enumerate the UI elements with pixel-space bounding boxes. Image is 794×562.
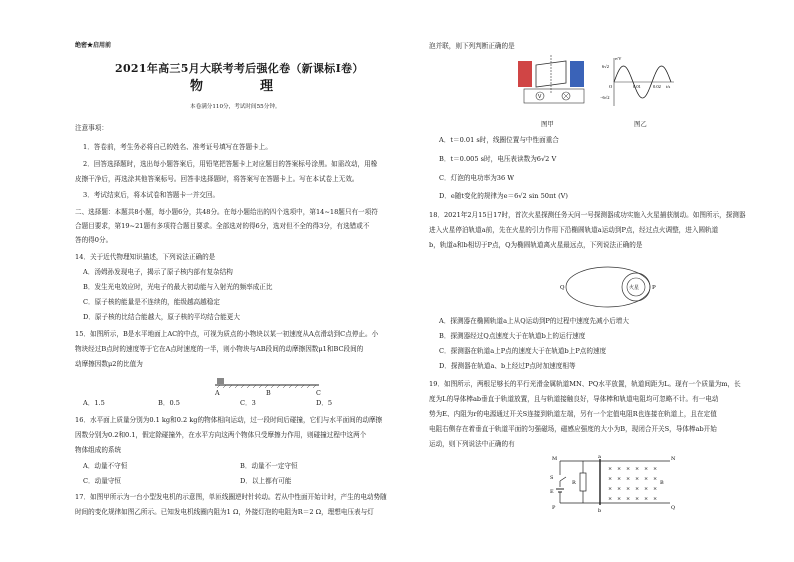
q19-stem: 19．如图所示，两根足够长的平行光滑金属轨道MN、PQ水平放置，轨道间距为L。现有一个质量为m，长 [429,380,741,388]
q17-stem: 泡并联，则下列判断正确的是 [429,42,515,50]
note-line: 2．回答选择题时，选出每小题答案后，用铅笔把答题卡上对应题目的答案标号涂黑。如需改动，用橡 [83,160,378,168]
q16-stem: 16．水平面上质量分别为0.1 kg和0.2 kg的物体相向运动，过一段时间后碰撞，它们与水平面间的动摩擦 [75,416,383,424]
q19-stem: 势为E、内阻为r的电源通过开关S连接到轨道左端，另有一个定值电阻R也连接在轨道上，且在定值 [429,410,717,418]
q17-yneg-label: −6√2 [600,95,610,100]
q17-e-axis-label: e/V [615,56,622,61]
section-instruction: 答的得0分。 [75,236,113,244]
q15-option-d: D．5 [316,399,333,407]
q18-stem: 进入火星停泊轨道a前，先在火星的引力作用下沿椭圆轨道a运动到P点，经过点火调整，进入圆轨道 [429,226,719,234]
q18-option-b: B．探测器经过Q点速度大于在轨道b上的运行速度 [439,332,586,340]
q19-label-s: S [550,475,554,481]
q14-option-c: C．原子核的能量是不连续的，能级越高越稳定 [83,298,220,306]
field-cross-mark: × [617,496,622,502]
q19-label-field-b: B [660,480,664,486]
field-cross-mark: × [644,486,649,492]
q15-block [217,378,224,384]
q18-stem: b，轨道a和b相切于P点，Q为椭圆轨道离火星最远点，下列说法正确的是 [429,241,643,249]
field-cross-mark: × [608,466,613,472]
field-cross-mark: × [653,496,658,502]
subject-heading: 物 理 [190,79,296,94]
q17-fig-left-caption: 图甲 [541,120,554,128]
q15-option-c: C．3 [240,399,256,407]
q17-origin-label: O [609,84,613,89]
field-cross-mark: × [626,496,631,502]
field-cross-mark: × [617,486,622,492]
q14-option-d: D．原子核的比结合能越大，原子核的平均结合能更大 [83,313,240,321]
field-cross-mark: × [626,476,631,482]
q19-magnetic-field [608,466,657,502]
note-line: 3．考试结束后，将本试卷和答题卡一并交回。 [83,191,220,199]
q14-stem: 14．关于近代物理知识描述，下列说法正确的是 [75,253,216,261]
q19-label-e: E [550,489,554,495]
field-cross-mark: × [653,476,658,482]
q17-t1-label: 0.01 [633,84,641,89]
q15-label-c: C [316,389,321,397]
q18-orbit-figure [562,262,662,312]
section-instruction: 合题目要求，第19~21题有多项符合题目要求。全部选对的得6分，选对但不全的得3分，有选错或不 [75,222,370,230]
q19-label-p: P [552,505,556,511]
q18-stem: 18．2021年2月15日17时，首次火星探测任务天问一号探测器成功实施入火星捕获制动。如图所示，探测器 [429,211,746,219]
q19-label-a: a [598,454,601,460]
q19-switch [560,477,566,481]
q17-voltmeter-label: V [538,94,542,100]
q17-stem: 时间的变化规律如图乙所示。已知发电机线圈内阻为1 Ω，外接灯泡的电阻为R＝2 Ω，理想电压表与灯 [75,508,374,516]
field-cross-mark: × [635,486,640,492]
q17-emf-graph [600,56,676,108]
q19-label-b: b [598,508,602,514]
q19-stem: 度为L的导体棒ab垂直于轨道放置，且与轨道接触良好，导体棒和轨道电阻均可忽略不计。有一电动 [429,395,719,403]
field-cross-mark: × [617,476,622,482]
field-cross-mark: × [635,476,640,482]
q16-stem: 物体组成的系统 [75,446,122,454]
q17-fig-right-caption: 图乙 [634,120,647,128]
field-cross-mark: × [626,466,631,472]
field-cross-mark: × [644,496,649,502]
q19-label-n: N [671,456,676,462]
q16-option-d: D．以上都有可能 [240,477,292,485]
q15-stem: 15．如图所示，B是水平地面上AC的中点，可视为质点的小物块以某一初速度从A点滑动到C点停止。小 [75,330,379,338]
field-cross-mark: × [653,466,658,472]
q15-label-b: B [266,389,271,397]
note-line: 皮擦干净后，再选涂其他答案标号。回答非选择题时，将答案写在答题卡上。写在本试卷上无效。 [75,175,359,183]
confidential-label: 绝密★启用前 [75,42,112,49]
field-cross-mark: × [644,466,649,472]
q14-option-b: B．发生光电效应时，光电子的最大初动能与入射光的频率成正比 [83,283,273,291]
q16-option-b: B．动量不一定守恒 [240,462,298,470]
q19-stem: 运动，则下列说法中正确的有 [429,440,515,448]
q19-rail-figure [542,453,682,513]
q19-stem: 电阻右侧存在着垂直于轨道平面的匀强磁场，磁感应强度的大小为B，现闭合开关S，导体棒ab开始 [429,425,717,433]
q17-option-b: B．t＝0.005 s时，电压表读数为6√2 V [439,155,557,163]
q17-t2-label: 0.02 [653,84,661,89]
q15-stem: 物块经过B点时的速度等于它在A点时速度的一半，则小物块与AB段间的动摩擦因数μ1和BC段间的 [75,345,364,353]
q17-option-c: C．灯泡的电功率为36 W [439,174,515,182]
field-cross-mark: × [626,486,631,492]
q18-option-c: C．探测器在轨道a上P点的速度大于在轨道b上P点的速度 [439,347,607,355]
q15-stem: 动摩擦因数μ2的比值为 [75,360,143,368]
q17-stem: 17．如图甲所示为一台小型发电机的示意图，单匝线圈逆时针转动。若从中性面开始计时，产生的电动势随 [75,493,387,501]
q19-resistor [580,473,586,491]
q17-magnet-s [570,61,584,87]
q14-option-a: A．汤姆孙发现电子，揭示了原子核内部有复杂结构 [83,268,233,276]
q18-option-a: A．探测器在椭圆轨道a上从Q运动到P的过程中速度先减小后增大 [439,317,629,325]
section-instruction: 二、选择题：本题共8小题，每小题6分，共48分。在每小题给出的四个选项中，第14~18题只有一项符 [75,208,378,216]
field-cross-mark: × [608,476,613,482]
q19-label-m: M [552,456,558,462]
q18-option-d: D．探测器在轨道a、b上经过P点时加速度相等 [439,362,576,370]
field-cross-mark: × [635,496,640,502]
notes-heading: 注意事项： [75,124,108,132]
field-cross-mark: × [608,486,613,492]
q17-t-axis-label: t/s [666,84,671,89]
exam-title: 2021年高三5月大联考考后强化卷（新课标Ⅰ卷） [115,62,364,75]
q19-label-q: Q [671,505,676,511]
q17-option-d: D．e随t变化的规律为e＝6√2 sin 50πt (V) [439,192,568,200]
field-cross-mark: × [617,466,622,472]
q16-option-a: A．动量不守恒 [83,462,128,470]
q15-option-b: B．0.5 [158,399,180,407]
q15-label-a: A [215,389,220,397]
q19-label-r: R [572,480,576,486]
q18-q-label: Q [560,285,565,291]
q15-option-a: A．1.5 [83,399,105,407]
field-cross-mark: × [653,486,658,492]
q17-magnet-n [518,61,532,87]
q18-p-label: P [652,285,656,291]
q17-option-a: A．t＝0.01 s时，线圈位置与中性面重合 [439,136,559,144]
field-cross-mark: × [635,466,640,472]
field-cross-mark: × [608,496,613,502]
q16-stem: 因数分别为0.2和0.1，假定除碰撞外，在水平方向这两个物体只受摩擦力作用，则碰撞过程中这两个 [75,431,367,439]
q18-mars-label: 火星 [629,285,640,291]
q17-generator-figure [514,55,594,107]
field-cross-mark: × [644,476,649,482]
note-line: 1．答卷前，考生务必将自己的姓名、准考证号填写在答题卡上。 [83,143,272,151]
exam-info: 本卷满分110分，考试时间55分钟。 [190,104,281,110]
q16-option-c: C．动量守恒 [83,477,122,485]
q17-ypos-label: 6√2 [602,64,609,69]
